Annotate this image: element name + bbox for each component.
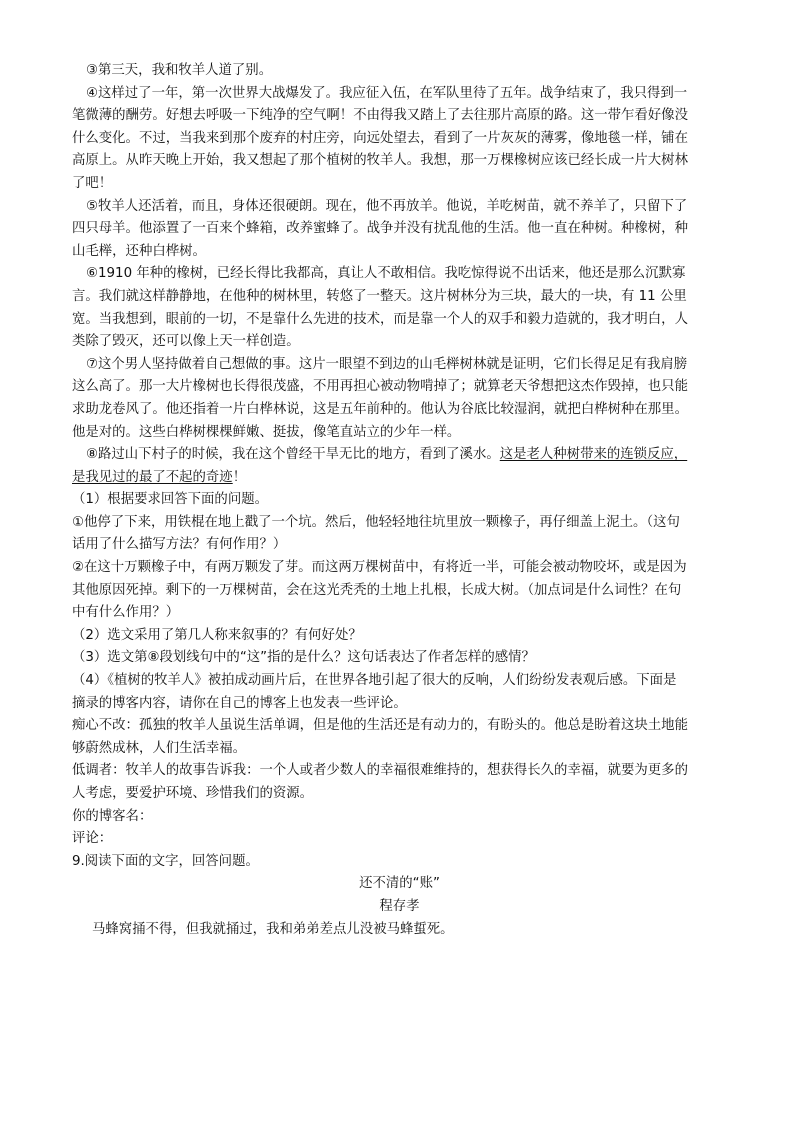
line-text: 摘录的博客内容，请你在自己的博客上也发表一些评论。 xyxy=(72,695,407,711)
text-line xyxy=(72,534,727,557)
text-line xyxy=(72,512,727,535)
text-line xyxy=(72,331,727,354)
text-line xyxy=(72,263,727,286)
line-text: 了吧！ xyxy=(72,175,113,191)
text-line xyxy=(72,896,727,919)
text-line xyxy=(72,670,727,693)
line-text: 言。我们就这样静静地，在他种的树林里，转悠了一整天。这片树林分为三块，最大的一块，有 11 公里 xyxy=(72,288,687,304)
line-tail: ！ xyxy=(232,469,247,485)
line-text: ④这样过了一年，第一次世界大战爆发了。我应征入伍，在军队里待了五年。战争结束了，我只得到一 xyxy=(86,85,688,101)
underlined-sentence: 这是老人种树带来的连锁反应， xyxy=(499,447,688,463)
line-text: 你的博客名： xyxy=(72,808,153,824)
text-line xyxy=(72,647,727,670)
text-line xyxy=(72,602,727,625)
line-text: 低调者：牧羊人的故事告诉我：一个人或者少数人的幸福很难维持的，想获得长久的幸福，就要为更多的 xyxy=(72,763,688,779)
line-text: 笔微薄的酬劳。好想去呼吸一下纯净的空气啊！不由得我又踏上了去往那片高原的路。这一带乍看好像没 xyxy=(72,108,688,124)
text-line xyxy=(72,489,727,512)
line-text: ⑥1910 年种的橡树，已经长得比我都高，真让人不敢相信。我吃惊得说不出话来，他还是那么沉默寡 xyxy=(86,266,686,282)
line-text: 这么高了。那一大片橡树也长得很茂盛，不用再担心被动物啃掉了；就算老天爷想把这杰作毁掉，也只能 xyxy=(72,379,688,395)
text-line xyxy=(72,196,727,219)
text-line xyxy=(72,286,727,309)
text-line xyxy=(72,715,727,738)
line-text: ①他停了下来，用铁棍在地上戳了一个坑。然后，他轻轻地往坑里放一颗橡子，再仔细盖上泥土。（这句 xyxy=(72,514,680,530)
text-line xyxy=(72,83,727,106)
text-line xyxy=(72,783,727,806)
text-line xyxy=(72,422,727,445)
line-text: 还不清的“账” xyxy=(359,876,440,892)
text-line xyxy=(72,919,727,942)
line-text: （4）《植树的牧羊人》被拍成动画片后，在世界各地引起了很大的反响，人们纷纷发表观后感。下面是 xyxy=(72,673,677,689)
line-text: （2）选文采用了第几人称来叙事的？有何好处？ xyxy=(72,627,362,643)
text-line xyxy=(72,309,727,332)
line-text: 痴心不改：孤独的牧羊人虽说生活单调，但是他的生活还是有动力的，有盼头的。他总是盼着这块土地能 xyxy=(72,718,688,734)
line-text: 他是对的。这些白桦树棵棵鲜嫩、挺拔，像笔直站立的少年一样。 xyxy=(72,424,461,440)
line-text: 类除了毁灭，还可以像上天一样创造。 xyxy=(72,334,300,350)
line-text: 9.阅读下面的文字，回答问题。 xyxy=(72,853,259,869)
line-text: 其他原因死掉。剩下的一万棵树苗，会在这光秃秃的土地上扎根，长成大树。（加点词是什么词性？在句 xyxy=(72,582,682,598)
text-line xyxy=(72,760,727,783)
text-line xyxy=(72,467,727,490)
text-line xyxy=(72,150,727,173)
line-text: （1）根据要求回答下面的问题。 xyxy=(72,492,268,508)
line-text: 四只母羊。他添置了一百来个蜂箱，改养蜜蜂了。战争并没有扰乱他的生活。他一直在种树。种橡树，种 xyxy=(72,221,688,237)
text-line xyxy=(72,873,727,896)
text-line xyxy=(72,128,727,151)
text-line xyxy=(72,60,727,83)
text-line xyxy=(72,399,727,422)
text-line xyxy=(72,444,727,467)
text-line xyxy=(72,851,727,874)
line-text: ⑧路过山下村子的时候，我在这个曾经干旱无比的地方，看到了溪水。 xyxy=(86,447,500,463)
text-line xyxy=(72,738,727,761)
text-line xyxy=(72,218,727,241)
underlined-sentence: 是我见过的最了不起的奇迹 xyxy=(72,469,233,485)
line-text: 山毛榉，还种白桦树。 xyxy=(72,243,206,259)
line-text: ⑤牧羊人还活着，而且，身体还很硬朗。现在，他不再放羊。他说，羊吃树苗，就不养羊了，只留下了 xyxy=(86,198,688,214)
text-line xyxy=(72,557,727,580)
text-line xyxy=(72,241,727,264)
line-text: 宽。当我想到，眼前的一切，不是靠什么先进的技术，而是靠一个人的双手和毅力造就的，我才明白，人 xyxy=(72,311,688,327)
line-text: 求助龙卷风了。他还指着一片白桦林说，这是五年前种的。他认为谷底比较湿润，就把白桦树种在那里。 xyxy=(72,401,688,417)
document-body xyxy=(72,60,727,941)
text-line xyxy=(72,806,727,829)
text-line xyxy=(72,173,727,196)
line-text: ③第三天，我和牧羊人道了别。 xyxy=(86,63,273,78)
line-text: ②在这十万颗橡子中，有两万颗发了芽。而这两万棵树苗中，有将近一半，可能会被动物咬坏，或是因为 xyxy=(72,560,687,576)
line-text: 马蜂窝捅不得，但我就捅过，我和弟弟差点儿没被马蜂蜇死。 xyxy=(92,921,454,937)
line-text: 什么变化。不过，当我来到那个废弃的村庄旁，向远处望去，看到了一片灰灰的薄雾，像地毯一样，铺在 xyxy=(72,130,688,146)
line-text: 评论： xyxy=(72,831,113,847)
line-text: 话用了什么描写方法？有何作用？） xyxy=(72,537,287,553)
line-text: 高原上。从昨天晚上开始，我又想起了那个植树的牧羊人。我想，那一万棵橡树应该已经长成一片大树林 xyxy=(72,153,688,169)
text-line xyxy=(72,693,727,716)
line-text: 程存孝 xyxy=(379,898,420,914)
text-line xyxy=(72,376,727,399)
line-text: ⑦这个男人坚持做着自己想做的事。这片一眼望不到边的山毛榉树林就是证明，它们长得足足有我肩膀 xyxy=(86,356,688,372)
text-line xyxy=(72,828,727,851)
text-line xyxy=(72,354,727,377)
text-line xyxy=(72,625,727,648)
text-line xyxy=(72,105,727,128)
line-text: 中有什么作用？） xyxy=(72,605,180,621)
line-text: 人考虑，要爱护环境、珍惜我们的资源。 xyxy=(72,786,314,801)
text-line xyxy=(72,580,727,603)
line-text: 够蔚然成林，人们生活幸福。 xyxy=(72,740,247,756)
line-text: （3）选文第⑧段划线句中的“这”指的是什么？这句话表达了作者怎样的感情？ xyxy=(72,650,535,666)
